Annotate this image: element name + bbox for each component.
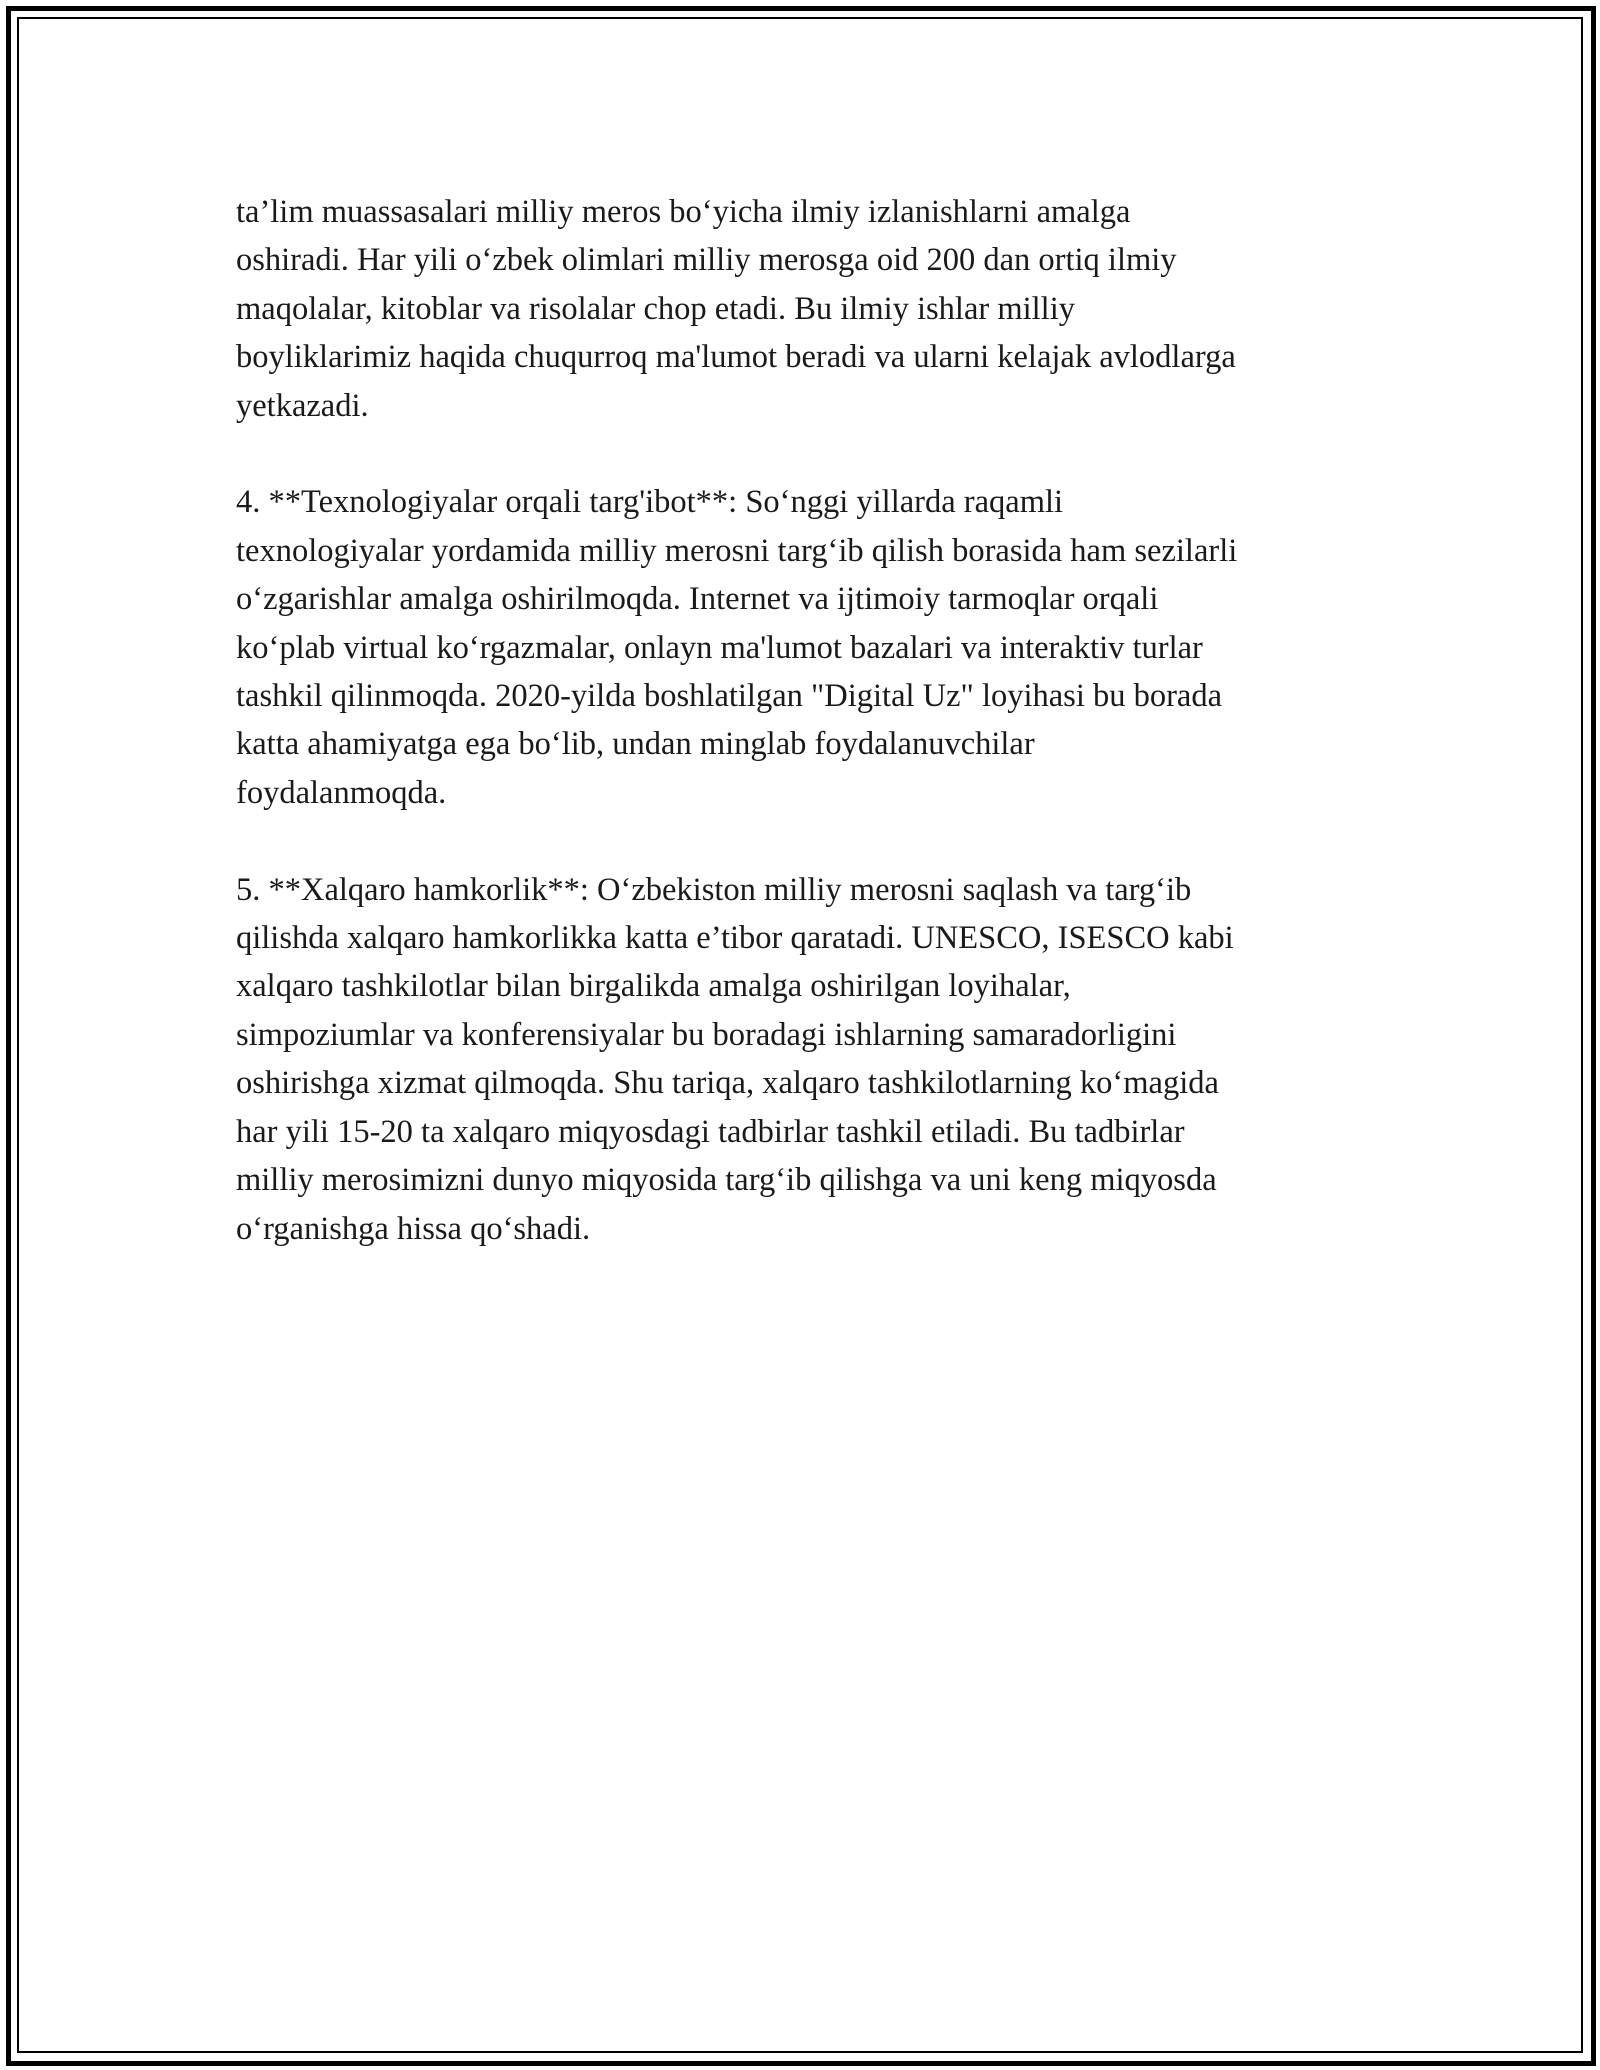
paragraph-research: ta’lim muassasalari milliy meros bo‘yicha ilmiy izlanishlarni amalga oshiradi. Har yili o‘zbek olimlari milliy merosga oid 200 dan ortiq ilmiy maqolalar, kitoblar va risolalar chop etadi. Bu ilmiy ishlar milliy boyliklarimiz haqida chuqurroq ma'lumot beradi va ularni kelajak avlodlarga yetkazadi.: [236, 194, 1236, 424]
paragraph-spacer: [236, 817, 1366, 865]
paragraph-technology-promotion: 4. **Texnologiyalar orqali targ'ibot**: So‘nggi yillarda raqamli texnologiyalar yordamida milliy merosni targ‘ib qilish borasida ham sezilarli o‘zgarishlar amalga oshirilmoqda. Internet va ijtimoiy tarmoqlar orqali ko‘plab virtual ko‘rgazmalar, onlayn ma'lumot bazalari va interaktiv turlar tashkil qilinmoqda. 2020-yilda boshlatilgan "Digital Uz" loyihasi bu borada katta ahamiyatga ega bo‘lib, undan minglab foydalanuvchilar foydalanmoqda.: [236, 484, 1238, 811]
paragraph-spacer: [236, 430, 1366, 478]
paragraph-international-cooperation: 5. **Xalqaro hamkorlik**: O‘zbekiston milliy merosni saqlash va targ‘ib qilishda xalqaro hamkorlikka katta e’tibor qaratadi. UNESCO, ISESCO kabi xalqaro tashkilotlar bilan birgalikda amalga oshirilgan loyihalar, simpoziumlar va konferensiyalar bu boradagi ishlarning samaradorligini oshirishga xizmat qilmoqda. Shu tariqa, xalqaro tashkilotlarning ko‘magida har yili 15-20 ta xalqaro miqyosdagi tadbirlar tashkil etiladi. Bu tadbirlar milliy merosimizni dunyo miqyosida targ‘ib qilishga va uni keng miqyosda o‘rganishga hissa qo‘shadi.: [236, 871, 1234, 1247]
page-body: [236, 188, 1366, 1253]
